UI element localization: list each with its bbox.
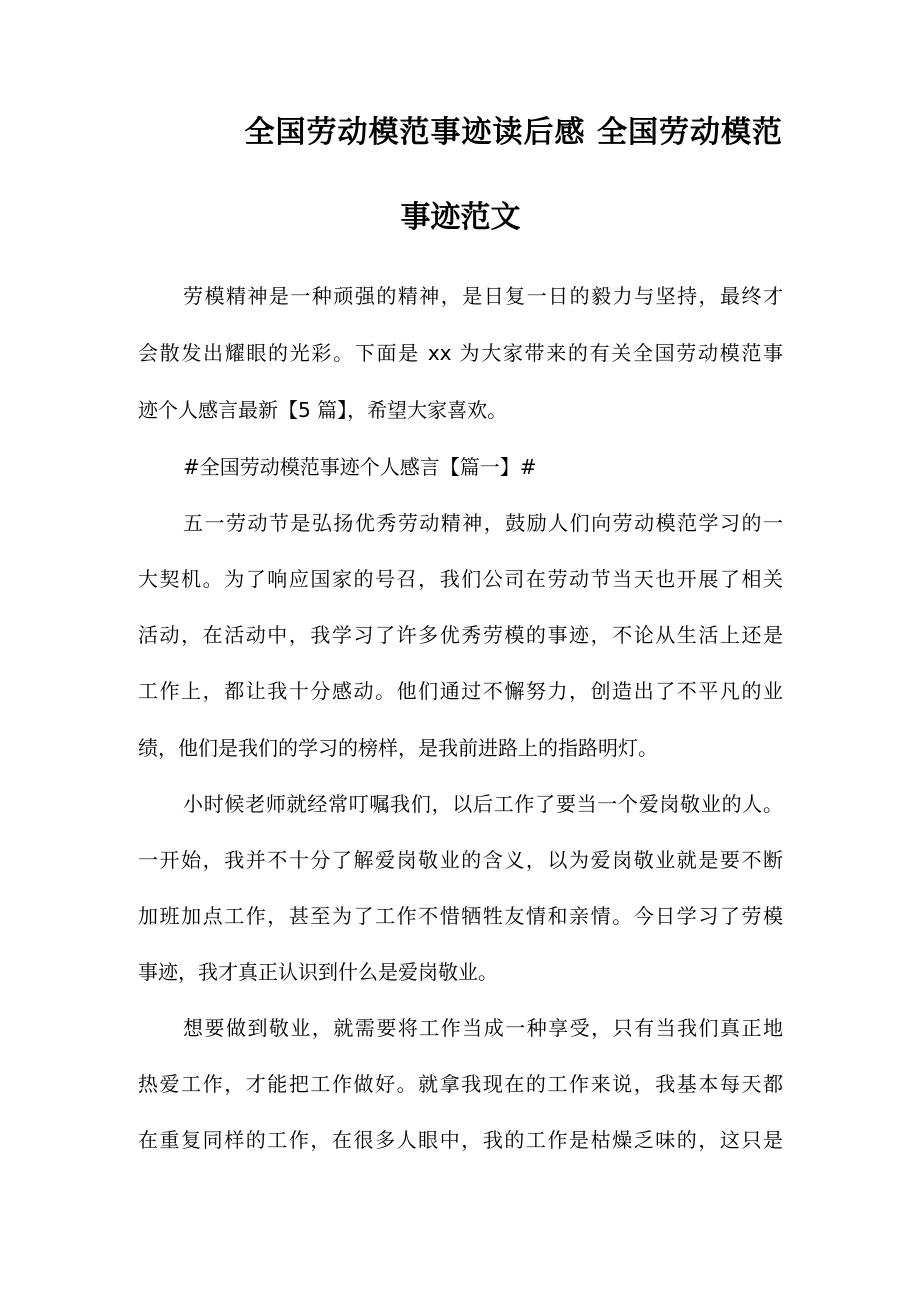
paragraph-line: 活动，在活动中，我学习了许多优秀劳模的事迹，不论从生活上还是	[138, 623, 783, 647]
paragraph-line: 大契机。为了响应国家的号召，我们公司在劳动节当天也开展了相关	[138, 567, 783, 591]
paragraph-line: 加班加点工作，甚至为了工作不惜牺牲友情和亲情。今日学习了劳模	[138, 904, 783, 928]
paragraph-line: 在重复同样的工作，在很多人眼中，我的工作是枯燥乏味的，这只是	[138, 1128, 783, 1152]
paragraph-line: 劳模精神是一种顽强的精神，是日复一日的毅力与坚持，最终才	[183, 284, 783, 308]
paragraph-line: 事迹，我才真正认识到什么是爱岗敬业。	[138, 960, 498, 984]
paragraph-line: 热爱工作，才能把工作做好。就拿我现在的工作来说，我基本每天都	[138, 1072, 783, 1096]
paragraph-line: 一开始，我并不十分了解爱岗敬业的含义，以为爱岗敬业就是要不断	[138, 848, 783, 872]
document-title-line-2: 事迹范文	[400, 200, 521, 235]
paragraph-line: 想要做到敬业，就需要将工作当成一种享受，只有当我们真正地	[183, 1016, 783, 1040]
section-heading: #全国劳动模范事迹个人感言【篇一】#	[183, 455, 537, 479]
paragraph-line: 迹个人感言最新【5 篇】，希望大家喜欢。	[138, 398, 508, 422]
paragraph-line: 小时候老师就经常叮嘱我们，以后工作了要当一个爱岗敬业的人。	[183, 792, 783, 816]
paragraph-line: 会散发出耀眼的光彩。下面是 xx 为大家带来的有关全国劳动模范事	[138, 341, 783, 365]
document-title-line-1: 全国劳动模范事迹读后感 全国劳动模范	[244, 115, 783, 150]
paragraph-line: 工作上，都让我十分感动。他们通过不懈努力，创造出了不平凡的业	[138, 679, 783, 703]
paragraph-line: 五一劳动节是弘扬优秀劳动精神，鼓励人们向劳动模范学习的一	[183, 511, 783, 535]
paragraph-line: 绩，他们是我们的学习的榜样，是我前进路上的指路明灯。	[138, 736, 658, 760]
